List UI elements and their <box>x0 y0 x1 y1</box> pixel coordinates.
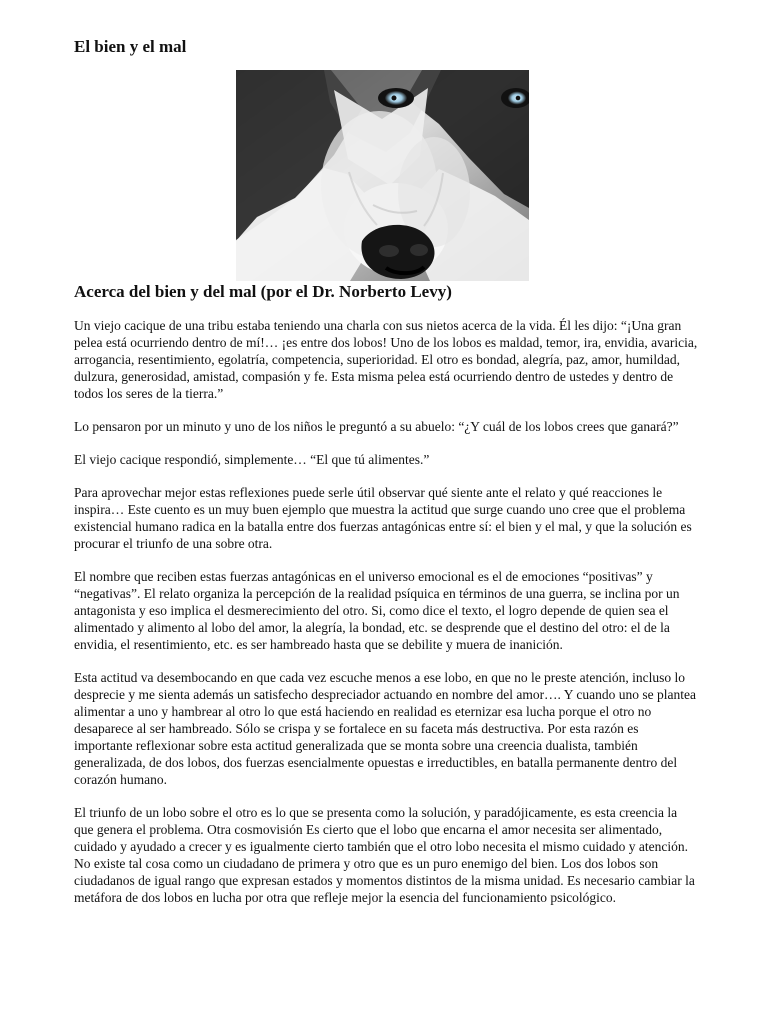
paragraph-6: Esta actitud va desembocando en que cada vez escuche menos a ese lobo, en que no le preste atención, incluso lo desprecie y me sienta además un satisfecho despreciador actuando en nombre del amor…. Y cuando uno se plantea alimentar a uno y hambrear al otro lo que está haciendo en realidad es eternizar esa lucha porque el otro no desaparece al ser hambreado. Sólo se crispa y se fortalece en su faceta más destructiva. Por esta razón es importante reflexionar sobre esta actitud generalizada que se monta sobre una creencia dualista, también generalizada, de dos lobos, dos fuerzas esencialmente opuestas e irreductibles, en batalla permanente dentro del corazón humano. <box>74 670 697 787</box>
article-body <box>74 317 700 906</box>
document-title: El bien y el mal <box>74 37 187 56</box>
wolf-face-illustration <box>236 70 529 281</box>
wolf-face-image <box>236 70 529 281</box>
paragraph-7: El triunfo de un lobo sobre el otro es lo que se presenta como la solución, y paradójicamente, es esta creencia la que genera el problema. Otra cosmovisión Es cierto que el lobo que encarna el amor necesita ser alimentado, cuidado y ayudado a crecer y es igualmente cierto también que el otro lobo necesita el mismo cuidado y atención. No existe tal cosa como un ciudadano de primera y otro que es un puro enemigo del bien. Los dos lobos son ciudadanos de igual rango que expresan estados y momentos distintos de la misma unidad. Es necesario cambiar la metáfora de dos lobos en lucha por otra que refleje mejor la esencia del funcionamiento psicológico. <box>74 805 695 905</box>
paragraph-3: El viejo cacique respondió, simplemente… “El que tú alimentes.” <box>74 452 430 467</box>
left-eye <box>378 88 414 108</box>
paragraph-4: Para aprovechar mejor estas reflexiones puede serle útil observar qué siente ante el relato y qué reacciones le inspira… Este cuento es un muy buen ejemplo que muestra la actitud que surge cuando uno cree que el problema existencial humano radica en la batalla entre dos fuerzas antagónicas entre sí: el bien y el mal, y que la solución es procurar el triunfo de una sobre otra. <box>74 485 692 551</box>
paragraph-5: El nombre que reciben estas fuerzas antagónicas en el universo emocional es el de emociones “positivas” y “negativas”. El relato organiza la percepción de la realidad psíquica en términos de una guerra, se inclina por un antagonista y eso implica el desmerecimiento del otro. Si, como dice el texto, el logro depende de quien sea el alimentado y alimento al lobo del amor, la alegría, la bondad, etc. se desprende que el destino del otro: el de la envidia, el resentimiento, etc. es ser hambreado hasta que se debilite y muera de inanición. <box>74 569 680 652</box>
paragraph-1: Un viejo cacique de una tribu estaba teniendo una charla con sus nietos acerca de la vida. Él les dijo: “¡Una gran pelea está ocurriendo dentro de mí!… ¡es entre dos lobos! Uno de los lobos es maldad, temor, ira, envidia, avaricia, arrogancia, resentimiento, egolatría, competencia, superioridad. El otro es bondad, alegría, paz, amor, humildad, dulzura, generosidad, amistad, compasión y fe. Esta misma pelea está ocurriendo dentro de ustedes y dentro de todos los seres de la tierra.” <box>74 318 698 401</box>
section-title: Acerca del bien y del mal (por el Dr. Norberto Levy) <box>74 282 452 301</box>
paragraph-2: Lo pensaron por un minuto y uno de los niños le preguntó a su abuelo: “¿Y cuál de los lobos crees que ganará?” <box>74 419 679 434</box>
